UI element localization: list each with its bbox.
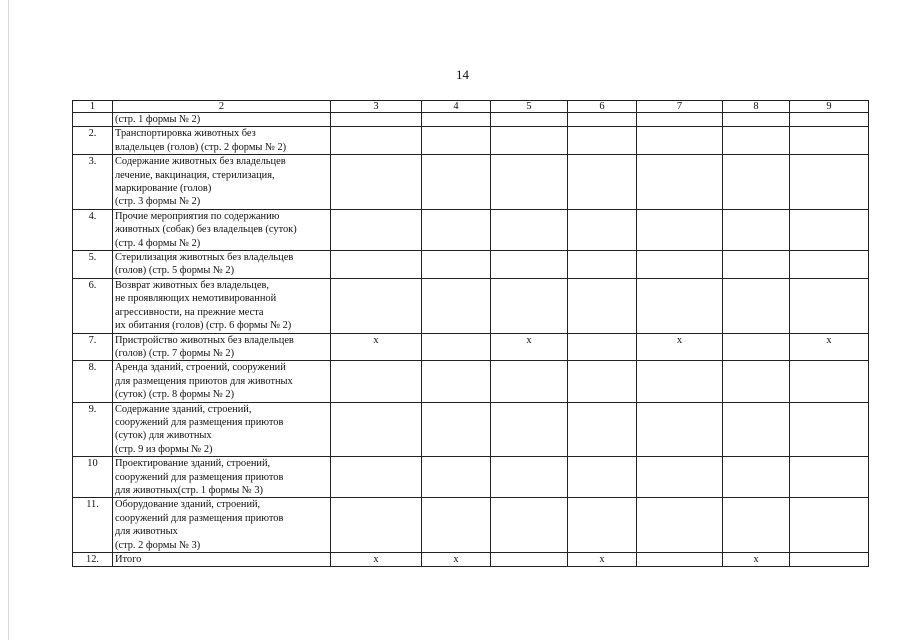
value-cell xyxy=(568,498,637,553)
value-cell xyxy=(422,361,491,402)
value-cell xyxy=(331,155,422,210)
row-number: 5. xyxy=(73,251,113,279)
row-name: Пристройство животных без владельцев (голов) (стр. 7 формы № 2) xyxy=(113,333,331,361)
value-cell xyxy=(491,361,568,402)
row-number: 3. xyxy=(73,155,113,210)
table-row xyxy=(73,402,869,457)
row-name: Аренда зданий, строений, сооружений для размещения приютов для животных (суток) (стр. 8 формы № 2) xyxy=(113,361,331,402)
value-cell xyxy=(422,155,491,210)
value-cell: x xyxy=(422,553,491,567)
value-cell xyxy=(568,113,637,127)
value-cell xyxy=(491,553,568,567)
table-row xyxy=(73,251,869,279)
table-row xyxy=(73,113,869,127)
table-row xyxy=(73,127,869,155)
value-cell xyxy=(637,498,723,553)
row-name: Содержание зданий, строений, сооружений для размещения приютов (суток) для животных (стр. 9 из формы № 2) xyxy=(113,402,331,457)
row-number: 6. xyxy=(73,278,113,333)
col-header: 5 xyxy=(491,101,568,113)
value-cell xyxy=(422,127,491,155)
value-cell xyxy=(637,457,723,498)
value-cell xyxy=(568,333,637,361)
value-cell xyxy=(790,278,869,333)
col-header: 7 xyxy=(637,101,723,113)
value-cell xyxy=(491,209,568,250)
value-cell xyxy=(331,498,422,553)
value-cell xyxy=(422,498,491,553)
value-cell xyxy=(790,209,869,250)
value-cell xyxy=(422,278,491,333)
value-cell xyxy=(637,155,723,210)
row-number: 7. xyxy=(73,333,113,361)
value-cell xyxy=(331,209,422,250)
table-row xyxy=(73,553,869,567)
value-cell xyxy=(723,402,790,457)
value-cell xyxy=(723,251,790,279)
value-cell xyxy=(331,127,422,155)
row-number: 12. xyxy=(73,553,113,567)
row-name: Стерилизация животных без владельцев (голов) (стр. 5 формы № 2) xyxy=(113,251,331,279)
value-cell xyxy=(422,333,491,361)
value-cell xyxy=(790,155,869,210)
value-cell xyxy=(637,127,723,155)
value-cell xyxy=(723,361,790,402)
row-name: Возврат животных без владельцев, не проявляющих немотивированной агрессивности, на прежние места их обитания (голов) (стр. 6 формы № 2) xyxy=(113,278,331,333)
value-cell xyxy=(491,498,568,553)
value-cell xyxy=(568,402,637,457)
value-cell xyxy=(422,457,491,498)
value-cell xyxy=(790,251,869,279)
col-header: 6 xyxy=(568,101,637,113)
value-cell xyxy=(790,498,869,553)
value-cell xyxy=(422,402,491,457)
table-row xyxy=(73,361,869,402)
row-number: 8. xyxy=(73,361,113,402)
value-cell xyxy=(331,251,422,279)
value-cell: x xyxy=(790,333,869,361)
value-cell xyxy=(568,457,637,498)
value-cell xyxy=(568,155,637,210)
col-header: 9 xyxy=(790,101,869,113)
value-cell xyxy=(422,209,491,250)
value-cell xyxy=(790,127,869,155)
row-number: 4. xyxy=(73,209,113,250)
page-number: 14 xyxy=(456,67,469,82)
value-cell xyxy=(723,457,790,498)
row-number: 10 xyxy=(73,457,113,498)
row-number: 11. xyxy=(73,498,113,553)
col-header: 8 xyxy=(723,101,790,113)
value-cell xyxy=(491,278,568,333)
value-cell xyxy=(723,113,790,127)
row-name: Проектирование зданий, строений, сооружений для размещения приютов для животных(стр. 1 формы № 3) xyxy=(113,457,331,498)
value-cell xyxy=(491,251,568,279)
value-cell xyxy=(568,251,637,279)
col-header: 2 xyxy=(113,101,331,113)
value-cell: x xyxy=(331,333,422,361)
row-name: Прочие мероприятия по содержанию животных (собак) без владельцев (суток) (стр. 4 формы № 2) xyxy=(113,209,331,250)
table-row xyxy=(73,155,869,210)
row-number xyxy=(73,113,113,127)
value-cell xyxy=(331,113,422,127)
value-cell xyxy=(491,402,568,457)
col-header: 3 xyxy=(331,101,422,113)
value-cell xyxy=(568,209,637,250)
col-header: 1 xyxy=(73,101,113,113)
value-cell xyxy=(790,402,869,457)
value-cell xyxy=(723,333,790,361)
value-cell xyxy=(637,553,723,567)
value-cell xyxy=(491,113,568,127)
value-cell xyxy=(723,498,790,553)
row-number: 2. xyxy=(73,127,113,155)
value-cell xyxy=(723,278,790,333)
value-cell xyxy=(637,251,723,279)
table-row xyxy=(73,333,869,361)
value-cell: x xyxy=(491,333,568,361)
value-cell xyxy=(331,361,422,402)
value-cell xyxy=(723,209,790,250)
table-row xyxy=(73,209,869,250)
value-cell xyxy=(422,113,491,127)
value-cell xyxy=(491,155,568,210)
value-cell xyxy=(491,127,568,155)
row-name: Транспортировка животных без владельцев (голов) (стр. 2 формы № 2) xyxy=(113,127,331,155)
value-cell xyxy=(422,251,491,279)
value-cell: x xyxy=(331,553,422,567)
row-name: Итого xyxy=(113,553,331,567)
value-cell xyxy=(637,361,723,402)
value-cell xyxy=(568,278,637,333)
value-cell xyxy=(637,209,723,250)
value-cell xyxy=(790,553,869,567)
value-cell: x xyxy=(637,333,723,361)
value-cell xyxy=(790,457,869,498)
table-row xyxy=(73,278,869,333)
value-cell xyxy=(331,402,422,457)
value-cell xyxy=(637,113,723,127)
header-row xyxy=(73,101,869,113)
row-number: 9. xyxy=(73,402,113,457)
col-header: 4 xyxy=(422,101,491,113)
value-cell xyxy=(790,361,869,402)
row-name: Содержание животных без владельцев лечение, вакцинация, стерилизация, маркирование (голов) (стр. 3 формы № 2) xyxy=(113,155,331,210)
value-cell xyxy=(568,127,637,155)
value-cell xyxy=(637,402,723,457)
value-cell xyxy=(331,278,422,333)
table-row xyxy=(73,498,869,553)
value-cell: x xyxy=(723,553,790,567)
value-cell xyxy=(790,113,869,127)
value-cell xyxy=(723,155,790,210)
report-table xyxy=(72,100,869,567)
table-row xyxy=(73,457,869,498)
row-name: Оборудование зданий, строений, сооружений для размещения приютов для животных (стр. 2 формы № 3) xyxy=(113,498,331,553)
value-cell xyxy=(491,457,568,498)
scan-edge-line xyxy=(8,0,9,640)
value-cell: x xyxy=(568,553,637,567)
value-cell xyxy=(637,278,723,333)
value-cell xyxy=(723,127,790,155)
value-cell xyxy=(568,361,637,402)
row-name: (стр. 1 формы № 2) xyxy=(113,113,331,127)
value-cell xyxy=(331,457,422,498)
